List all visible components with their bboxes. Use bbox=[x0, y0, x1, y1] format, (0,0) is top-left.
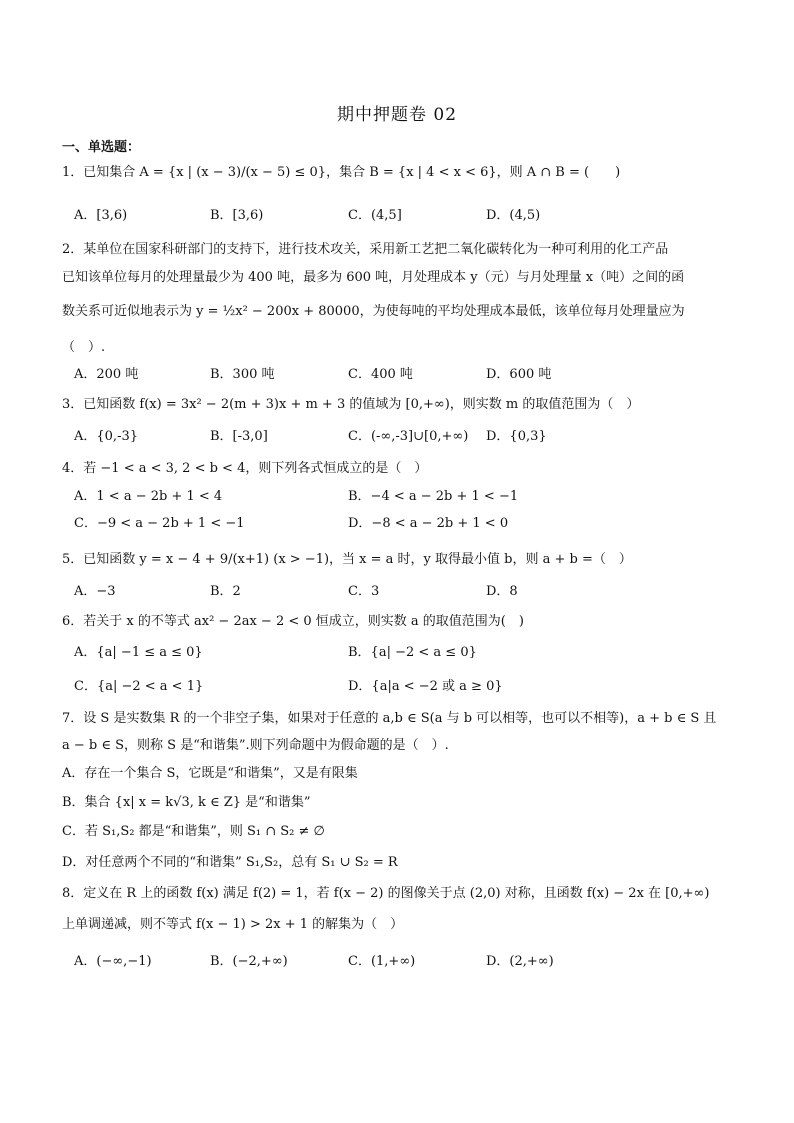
question-1-options bbox=[62, 206, 732, 226]
q8-option-c: C．(1,+∞) bbox=[348, 954, 416, 969]
question-2-line-4: （ ）. bbox=[62, 340, 106, 355]
q6-option-b: B．{a| −2 < a ≤ 0} bbox=[348, 645, 477, 660]
question-2-line-2: 已知该单位每月的处理量最少为 400 吨，最多为 600 吨，月处理成本 y（元）与月处理量 x（吨）之间的函 bbox=[62, 270, 685, 285]
q3-option-d: D．{0,3} bbox=[486, 429, 547, 444]
q4-option-b: B．−4 < a − 2b + 1 < −1 bbox=[348, 489, 519, 504]
question-1-stem: 1．已知集合 A = {x | (x − 3)/(x − 5) ≤ 0}，集合 B = {x | 4 < x < 6}，则 A ∩ B = ( ) bbox=[62, 165, 621, 180]
question-7-line-2: a − b ∈ S，则称 S 是“和谐集”.则下列命题中为假命题的是（ ）. bbox=[62, 738, 449, 753]
q3-option-b: B．[-3,0] bbox=[210, 429, 268, 444]
question-8-line-1: 8．定义在 R 上的函数 f(x) 满足 f(2) = 1，若 f(x − 2) 的图像关于点 (2,0) 对称，且函数 f(x) − 2x 在 [0,+∞) bbox=[62, 886, 710, 901]
page-title: 期中押题卷 02 bbox=[336, 105, 458, 125]
q7-option-d: D．对任意两个不同的“和谐集” S₁,S₂，总有 S₁ ∪ S₂ = R bbox=[62, 855, 398, 870]
question-6-options-row-2 bbox=[62, 677, 732, 697]
q4-option-c: C．−9 < a − 2b + 1 < −1 bbox=[74, 516, 245, 531]
q8-option-d: D．(2,+∞) bbox=[486, 954, 554, 969]
q2-option-a: A．200 吨 bbox=[74, 367, 139, 382]
question-4-stem: 4．若 −1 < a < 3, 2 < b < 4，则下列各式恒成立的是（ ） bbox=[62, 461, 428, 476]
q7-option-c: C．若 S₁,S₂ 都是“和谐集”，则 S₁ ∩ S₂ ≠ ∅ bbox=[62, 824, 325, 839]
q1-option-b: B．[3,6) bbox=[210, 208, 264, 223]
q4-option-d: D．−8 < a − 2b + 1 < 0 bbox=[348, 516, 509, 531]
question-4-options-row-1 bbox=[62, 487, 732, 507]
q2-option-b: B．300 吨 bbox=[210, 367, 275, 382]
question-8-options bbox=[62, 952, 732, 972]
q5-option-b: B．2 bbox=[210, 584, 241, 599]
question-6-stem: 6．若关于 x 的不等式 ax² − 2ax − 2 < 0 恒成立，则实数 a 的取值范围为( ) bbox=[62, 614, 524, 629]
question-2-options bbox=[62, 365, 732, 385]
q1-option-d: D．(4,5) bbox=[486, 208, 541, 223]
section-heading: 一、单选题： bbox=[62, 140, 141, 155]
question-5-options bbox=[62, 582, 732, 602]
q2-option-c: C．400 吨 bbox=[348, 367, 413, 382]
q3-option-a: A．{0,-3} bbox=[74, 429, 138, 444]
q5-option-c: C．3 bbox=[348, 584, 380, 599]
q6-option-d: D．{a|a < −2 或 a ≥ 0} bbox=[348, 679, 503, 694]
question-2-line-3: 数关系可近似地表示为 y = ½x² − 200x + 80000，为使每吨的平均处理成本最低，该单位每月处理量应为 bbox=[62, 304, 685, 319]
question-2-line-1: 2．某单位在国家科研部门的支持下，进行技术攻关，采用新工艺把二氧化碳转化为一种可利用的化工产品 bbox=[62, 242, 669, 257]
question-3-stem: 3．已知函数 f(x) = 3x² − 2(m + 3)x + m + 3 的值域为 [0,+∞)，则实数 m 的取值范围为（ ） bbox=[62, 397, 640, 412]
q7-option-b: B．集合 {x| x = k√3, k ∈ Z} 是“和谐集” bbox=[62, 795, 311, 810]
q1-option-a: A．[3,6) bbox=[74, 208, 128, 223]
q8-option-b: B．(−2,+∞) bbox=[210, 954, 288, 969]
q5-option-a: A．−3 bbox=[74, 584, 116, 599]
q6-option-c: C．{a| −2 < a < 1} bbox=[74, 679, 204, 694]
question-6-options-row-1 bbox=[62, 643, 732, 663]
question-7-line-1: 7．设 S 是实数集 R 的一个非空子集，如果对于任意的 a,b ∈ S(a 与 b 可以相等，也可以不相等)，a + b ∈ S 且 bbox=[62, 711, 717, 726]
q4-option-a: A．1 < a − 2b + 1 < 4 bbox=[74, 489, 223, 504]
question-8-line-2: 上单调递减，则不等式 f(x − 1) > 2x + 1 的解集为（ ） bbox=[62, 917, 404, 932]
q1-option-c: C．(4,5] bbox=[348, 208, 402, 223]
q5-option-d: D．8 bbox=[486, 584, 518, 599]
q3-option-c: C．(-∞,-3]∪[0,+∞) bbox=[348, 429, 469, 444]
q8-option-a: A．(−∞,−1) bbox=[74, 954, 152, 969]
question-4-options-row-2 bbox=[62, 514, 732, 534]
q7-option-a: A．存在一个集合 S，它既是“和谐集”，又是有限集 bbox=[62, 766, 358, 781]
q6-option-a: A．{a| −1 ≤ a ≤ 0} bbox=[74, 645, 203, 660]
question-3-options bbox=[62, 427, 732, 447]
question-5-stem: 5．已知函数 y = x − 4 + 9/(x+1) (x > −1)，当 x = a 时，y 取得最小值 b，则 a + b =（ ） bbox=[62, 552, 632, 567]
q2-option-d: D．600 吨 bbox=[486, 367, 552, 382]
